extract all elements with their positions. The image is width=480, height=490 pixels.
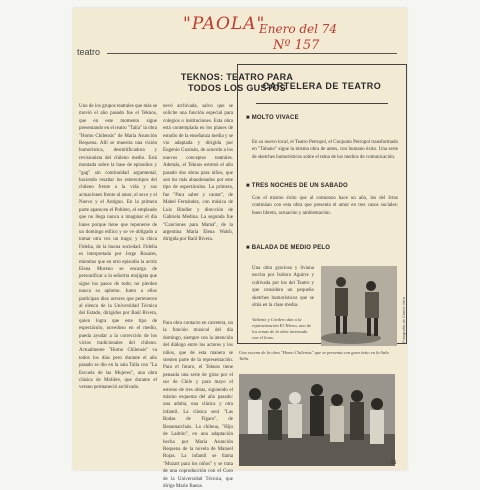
section-rule [107, 53, 397, 54]
handwritten-magazine-name: "PAOLA" [183, 14, 266, 34]
cartelera-heading-2: ■ TRES NOCHES DE UN SABADO [246, 183, 348, 189]
article-headline: TEKNOS: TEATRO PARA TODOS LOS GUSTOS [180, 72, 294, 93]
handwritten-issue-number: Nº 157 [273, 38, 320, 53]
bottom-photo-caption: Una escena de la obra "Homo Chilensis" que se presenta con gran éxito en la Sala Talía. [239, 350, 389, 361]
cartelera-heading-1: ■ MOLTO VIVACE [246, 115, 299, 121]
cartelera-heading-1-text: MOLTO VIVACE [251, 115, 299, 121]
section-label: teatro [77, 47, 101, 57]
cartelera-text-3: Una obra graciosa y liviana escrita por Isidora Aguirre y cultivada por los del Teatro y que considera un pequeño sketches humorísticos que se sitúa en la clase media. [252, 266, 314, 309]
cartelera-title-rule [256, 103, 388, 104]
scene-photo-balada [321, 266, 397, 346]
article-column-3: Para obra contacto en carretera, un la función musical del día domingo, siempre con la intención del diálogo entre los actores y los niños, que de esta manera se sienten parte de la representación. Para el futuro, el Teknos tiene pensada una serie de giras por el sur de Chile y para mayo el estreno de tres obras, siguiendo el mismo esquema del año pasado: una adulta, una clásica y otra infantil. La clásica será "Las Bodas de Fígaro", de Beaumarchais. La chilena, "Hijo de Ladrón", en una adaptación hecha por María Asunción Requena de la novela de Manuel Rojas. La infantil se llama "Mozart para los niños" y se trata de una coproducción con el Coro de la Universidad Técnica, que dirige Mario Baeza. [163, 321, 233, 489]
article-column-1: Uno de los grupos teatrales que más se movió el año pasado fue el Teknos, que en este momento sigue presentando en el teatro "Talía" la obra "Homo Chilensis" de María Asunción Requena. Allí se muestra una visión humorística, desmitificadora y revisionista del chileno medio. Está montada sobre la base de episodios y "gag" sin continuidad argumental, haciendo resaltar los estereotipos del chileno frente a la vida y sus actuaciones frente al amor, el sexo y el Nuevo y el Antiguo. En la primera parte aparecen el Pobleto, el empleado que no llega nunca a imaginar el día lunes porque tiene que reponerse de un domingo etílico y se ve obligado a tomar otra vez un trago; y la chica Fidelia, de la buena sociedad. Fidelia es interpretada por Jorge Rosales, mientras que en otro episodio la actriz Elena Moreno se encarga de personificar a la señorita mojigata que sigue los pasos de todo; no pierden nunca su aplomo. Junto a ellos participan diez actores que pertenecen al elenco de la Universidad Técnica del Estado, dirigidos por Raúl Rivera, quien logra que este tipo de espectáculo, novedoso en el medio, pueda ayudar a la corrección de los vicios tradicionales del chileno. Actualmente "Homo Chilensis" va todos los días pero durante el año pasado se dio en la sala Talía con "La Escuela de las Mujeres", una obra clásica de Molière, que durante el verano permaneció archivada. [79, 104, 157, 391]
photo-credit: Fotografía de Carlos Vera [401, 297, 406, 343]
cartelera-text-2: Con el mismo éxito que al comienzo hace un año, los del Ictus continúan con esta obra que presenta el amor en tres casos sociales: buen libreto, actuación y ambientación. [252, 196, 398, 216]
cartelera-heading-3-text: BALADA DE MEDIO PELO [251, 245, 331, 251]
page-number: 21 [391, 460, 397, 466]
handwritten-date: Enero del 74 [259, 22, 338, 36]
cartelera-photo-caption: Valiente y Cordero dan a la representación El Teleno, uno de los temas de la obra inventada con el Ictus. [252, 317, 312, 340]
cartelera-heading-3: ■ BALADA DE MEDIO PELO [246, 245, 331, 251]
cartelera-title: CARTELERA DE TEATRO [262, 81, 382, 91]
scene-photo-homo-chilensis [239, 374, 395, 466]
magazine-page [73, 8, 407, 489]
cartelera-text-1: En su nuevo local, el Teatro Petropol, el Conjunto Petropol transformado en "Tabano" sigue la misma obra de antes, con humano éxito. Una serie de sketches humorísticos sobre el tema de los medios de comunicación. [252, 140, 398, 160]
cartelera-heading-2-text: TRES NOCHES DE UN SABADO [251, 183, 348, 189]
article-column-2: nevó archivada, salvo que se solicite una función especial para colegios o instituciones. Esta obra está contemplada en los planes de estudio de la enseñanza media y se vio adaptada y dirigida por Eugenio Guzmán, de acuerdo a los nuevos conceptos teatrales. Además, el Teknos estrenó el año pasado dos obras para niños, que son los más abandonados por este tipo de espectáculos. La primera, fue "Para saber y cantar", de Mabel Fernández, con música de Luis Rindler y dirección de Gabriela Medina. La segunda fue "Canciones para Mamá", de la argentina María Elena Walsh, dirigida por Raúl Rivera. [163, 104, 233, 243]
